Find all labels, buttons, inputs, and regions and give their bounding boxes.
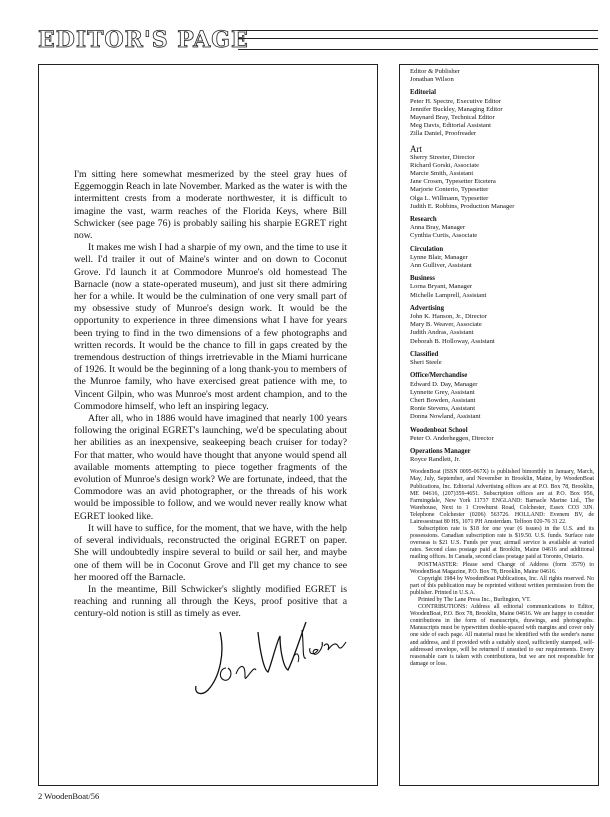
article-paragraph: It makes me wish I had a sharpie of my own, and the time to use it well. I'd trailer it out of Maine's winter and on down to Coconut Grove. I'd launch it at Commodore Munroe's old homestead The Barnacle (now a state-operated museum), and just sit there admiring her for a while. It would be the culmination of one very small part of my obsessive study of Munroe's design work. It would be the opportunity to experience in three dimensions what I have for years been trying to find in the two dimensions of a few photographs and written records. It would be the chance to fill in gaps created by the tremendous destruction of things irretrievable in the Miami hurricane of 1926. It would be the beginning of a long thank-you to members of the Munroe family, who have exercised great patience with me, to Vincent Gilpin, who was Munroe's most ardent champion, and to the Commodore himself, who left an inspiring legacy.	[74, 242, 347, 412]
signature	[180, 602, 350, 712]
article-paragraph: In the meantime, Bill Schwicker's slightly modified EGRET is reaching and running all through the Keys, proof positive that a century-old notion is still as timely as ever.	[74, 583, 347, 620]
masthead-section-heading: Office/Merchandise	[410, 372, 468, 380]
article-paragraph: After all, who in 1886 would have imagined that nearly 100 years following the original EGRET's launching, we'd be speculating about her abilities as an inexpensive, seakeeping beach cruiser for today? For that matter, who would have thought that anyone would spend all available moments attempting to piece together fragments of the evolution of Munroe's design work? We are fortunate, indeed, that the Commodore was an avid photographer, or the threads of his work would be impossible to follow, and we would never really know what EGRET looked like.	[74, 413, 347, 522]
page-footer: 2 WoodenBoat/56	[38, 791, 100, 801]
masthead-staff-line: Anna Bray, Manager	[410, 224, 466, 232]
masthead-section	[410, 372, 594, 421]
masthead-staff-line: Cynthia Curtis, Associate	[410, 232, 478, 240]
article-paragraph: It will have to suffice, for the moment, that we have, with the help of several individuals, reconstructed the original EGRET on paper. She will undoubtedly inspire several to build or sail her, and maybe one of them will be in Coconut Grove and I'll get my chance to see her moored off the Barnacle.	[74, 522, 347, 583]
article-paragraph: I'm sitting here somewhat mesmerized by the steel gray hues of Eggemoggin Reach in late November. Marked as the water is with the intermittent crests from a moderate northwester, it is difficult to imagine the vast, warm reaches of the Florida Keys, where Bill Schwicker (see page 76) is probably sailing his sharpie EGRET right now.	[74, 169, 347, 242]
article-body	[74, 169, 347, 621]
masthead	[410, 68, 594, 668]
masthead-box	[399, 64, 599, 786]
masthead-staff-line: Jennifer Buckley, Managing Editor	[410, 105, 503, 113]
masthead-section	[410, 305, 594, 346]
publication-fine-print	[410, 469, 594, 668]
masthead-staff-line: Lynne Blair, Manager	[410, 253, 468, 261]
masthead-section	[410, 144, 594, 211]
masthead-section	[410, 89, 594, 138]
masthead-staff-line: Ann Gulliver, Assistant	[410, 262, 472, 270]
masthead-staff-line: Marcie Smith, Assistant	[410, 170, 474, 178]
masthead-staff-line: Judith Andras, Assistant	[410, 329, 474, 337]
masthead-section	[410, 216, 594, 241]
masthead-staff-line: Deborah B. Holloway, Assistant	[410, 337, 495, 345]
masthead-staff-line: Edward D. Day, Manager	[410, 380, 478, 388]
masthead-section-heading: Circulation	[410, 245, 444, 253]
masthead-staff-line: Marjorie Conterio, Typesetter	[410, 186, 489, 194]
masthead-staff-line: Richard Gorski, Associate	[410, 161, 480, 169]
header-rule	[238, 30, 598, 50]
masthead-staff-line: Jonathan Wilson	[410, 76, 454, 84]
masthead-staff-line: Judith E. Robbins, Production Manager	[410, 202, 515, 210]
masthead-staff-line: Michelle Lamprell, Assistant	[410, 291, 487, 299]
masthead-staff-line: Olga L. Willmann, Typesetter	[410, 194, 489, 202]
masthead-section-heading: Advertising	[410, 304, 444, 312]
masthead-section	[410, 275, 594, 300]
masthead-staff-line: Peter H. Spectre, Executive Editor	[410, 97, 501, 105]
masthead-section	[410, 427, 594, 443]
masthead-staff-line: Lorna Bryant, Manager	[410, 283, 473, 291]
masthead-staff-line: Maynard Bray, Technical Editor	[410, 114, 495, 122]
page-title: EDITOR'S PAGE	[38, 27, 249, 53]
masthead-staff-line: Cheri Bowden, Assistant	[410, 396, 476, 404]
masthead-staff-line: John K. Hanson, Jr., Director	[410, 313, 487, 321]
fine-print-paragraph: Subscription rate is $18 for one year (6 issues) in the U.S. and its possessions. Canadian subscription rate is $19.50. U.S. funds. Surface rate overseas is $21 U.S. Funds per year, airmail service is available at varied rates. Second class postage paid at Brooklin, Maine 04616 and additional mailing offices. In Canada, second class postage paid at Toronto, Ontario.	[410, 526, 594, 561]
masthead-staff-line: Meg Davis, Editorial Assistant	[410, 122, 491, 130]
masthead-section	[410, 246, 594, 271]
masthead-staff-line: Ronie Stevens, Assistant	[410, 405, 476, 413]
masthead-staff-line: Jane Crosen, Typesetter Etcetera	[410, 178, 496, 186]
fine-print-paragraph: WoodenBoat (ISSN 0095-067X) is published bimonthly in January, March, May, July, September, and November in Brooklin, Maine, by WoodenBoat Publications, Inc. Editorial Advertising offices are at P.O. Box 78, Brooklin, ME 04616, (207)359-4651. Subscription offices are at P.O. Box 956, Farmingdale, New York 11737 ENGLAND: Barnacle Marine Ltd., The Warehouse, Next to 1 Crowhurst Road, Colchester, Essex CO3 3JN. Telephone Colchester (0206) 563726. HOLLAND: Evenem BV, de Lairessestraat 80 HS, 1071 PH Amsterdam. Telfoon 020-76 31 22.	[410, 469, 594, 525]
masthead-section-heading: Woodenboat School	[410, 426, 468, 434]
fine-print-paragraph: Printed by The Lane Press Inc., Burlington, VT.	[418, 597, 531, 604]
masthead-section-heading: Art	[410, 143, 422, 154]
masthead-section-heading: Editorial	[410, 89, 437, 97]
fine-print-paragraph: CONTRIBUTIONS: Address all editorial communications to Editor, WoodenBoat, P.O. Box 78, Brooklin, Maine 04616. We are happy to consider contributions in the form of manuscripts, drawings, and photographs. Manuscripts must be typewritten double-spaced with margins and cover only one side of each page. All material must be identified with the sender's name and address, and if provided with a suitably sized, sufficiently stamped, self-addressed envelope, will be returned if unsuited to our requirements. Every reasonable care is taken with contributions, but we are not responsible for damage or loss.	[410, 604, 594, 667]
masthead-section	[410, 68, 594, 84]
masthead-staff-line: Editor & Publisher	[410, 68, 460, 75]
masthead-section	[410, 351, 594, 367]
masthead-staff-line: Lynnette Grey, Assistant	[410, 388, 475, 396]
fine-print-paragraph: POSTMASTER: Please send Change of Address (form 3579) to WoodenBoat Magazine, P.O. Box 78, Brooklin, Maine 04616.	[410, 561, 594, 575]
fine-print-paragraph: Copyright 1984 by WoodenBoat Publications, Inc. All rights reserved. No part of this publication may be reprinted without written permission from the publisher. Printed in U.S.A.	[410, 575, 594, 596]
masthead-section-heading: Research	[410, 216, 437, 224]
masthead-staff-line: Sherry Streeter, Director	[410, 153, 475, 161]
masthead-section-heading: Business	[410, 275, 435, 283]
masthead-staff-line: Mary B. Weaver, Associate	[410, 321, 482, 329]
masthead-staff-line: Zilla Daniel, Proofreader	[410, 130, 477, 138]
page-header	[38, 28, 598, 52]
masthead-section-heading: Operations Manager	[410, 447, 471, 455]
masthead-section-heading: Classified	[410, 350, 439, 358]
masthead-staff-line: Sheri Steele	[410, 359, 442, 367]
masthead-staff-line: Peter O. Anderheggen, Director	[410, 434, 494, 442]
masthead-section	[410, 448, 594, 464]
masthead-staff-line: Donna Nowland, Assistant	[410, 413, 481, 421]
masthead-staff-line: Royce Randlett, Jr.	[410, 456, 461, 464]
